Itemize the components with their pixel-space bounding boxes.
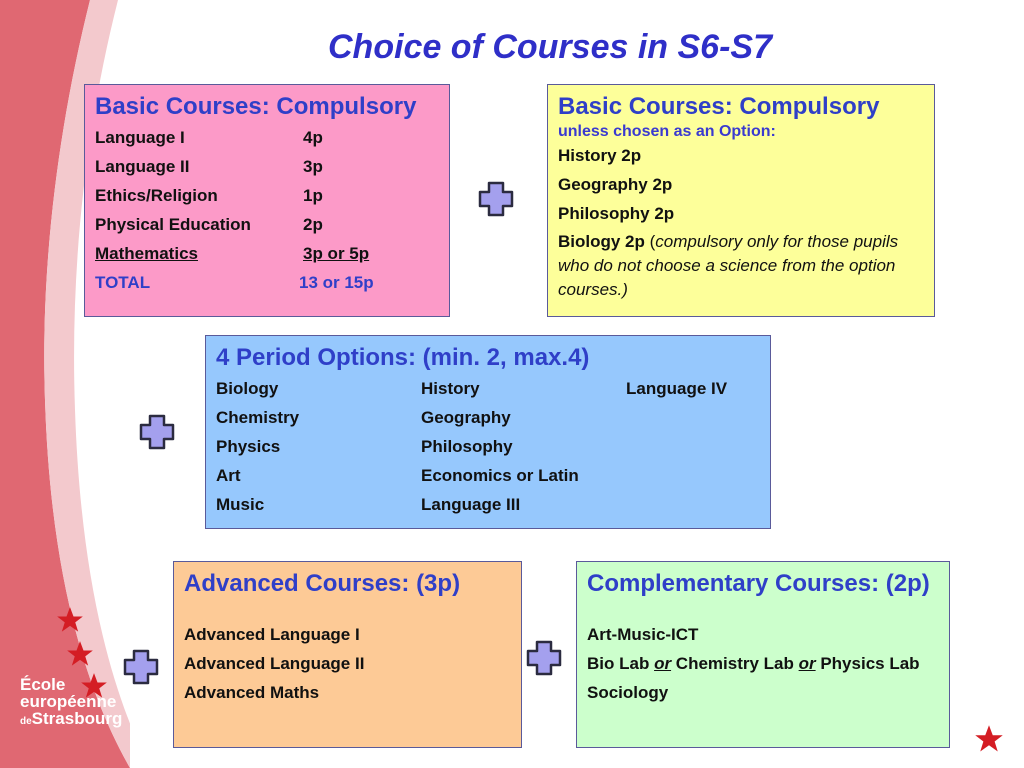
plus-icon bbox=[478, 181, 514, 217]
advanced-courses-box bbox=[173, 561, 522, 748]
option-item: Art bbox=[216, 466, 241, 485]
course-row bbox=[95, 181, 439, 210]
option-item: Music bbox=[216, 495, 265, 514]
course-item: History 2p bbox=[558, 146, 642, 165]
course-periods: 4p bbox=[303, 128, 323, 147]
star-icon bbox=[66, 640, 94, 668]
total-row bbox=[95, 268, 439, 297]
course-periods: 1p bbox=[303, 186, 323, 205]
period-options-box bbox=[205, 335, 771, 529]
total-label: TOTAL bbox=[95, 273, 151, 292]
options-row bbox=[216, 374, 760, 403]
course-item: Art-Music-ICT bbox=[587, 625, 699, 644]
basic-compulsory-box bbox=[84, 84, 450, 317]
course-periods: 2p bbox=[303, 215, 323, 234]
lab-b: Chemistry Lab bbox=[671, 654, 799, 673]
logo-line3: Strasbourg bbox=[31, 709, 123, 728]
total-value: 13 or 15p bbox=[299, 273, 374, 292]
box-heading: Basic Courses: Compulsory bbox=[95, 93, 417, 120]
option-item: Physics bbox=[216, 437, 281, 456]
plus-icon bbox=[526, 640, 562, 676]
biology-note-text: compulsory only for those pupils who do not choose a science from the option courses.) bbox=[558, 232, 899, 299]
course-item: Philosophy 2p bbox=[558, 204, 675, 223]
course-name: Mathematics bbox=[95, 244, 198, 263]
option-item: Chemistry bbox=[216, 408, 300, 427]
course-item: Advanced Language II bbox=[184, 654, 365, 673]
course-row bbox=[95, 123, 439, 152]
or-text: or bbox=[654, 654, 672, 673]
star-icon bbox=[56, 606, 84, 634]
plus-icon bbox=[139, 414, 175, 450]
course-item: Advanced Language I bbox=[184, 625, 360, 644]
school-logo bbox=[20, 676, 122, 730]
course-row bbox=[95, 210, 439, 239]
box-heading: 4 Period Options: (min. 2, max.4) bbox=[216, 344, 590, 371]
course-name: Language II bbox=[95, 157, 190, 176]
course-row bbox=[95, 152, 439, 181]
course-item: Advanced Maths bbox=[184, 683, 320, 702]
plus-icon bbox=[123, 649, 159, 685]
lab-a: Bio Lab bbox=[587, 654, 655, 673]
logo-line1: École bbox=[20, 675, 66, 694]
box-heading: Complementary Courses: (2p) bbox=[587, 570, 930, 597]
course-periods: 3p bbox=[303, 157, 323, 176]
logo-line3-small: de bbox=[20, 716, 32, 727]
box-heading: Basic Courses: Compulsory bbox=[558, 93, 880, 120]
option-item: History bbox=[421, 379, 480, 398]
page-title: Choice of Courses in S6-S7 bbox=[328, 28, 772, 66]
options-row bbox=[216, 432, 760, 461]
options-row bbox=[216, 461, 760, 490]
course-name: Ethics/Religion bbox=[95, 186, 218, 205]
option-item: Philosophy bbox=[421, 437, 513, 456]
option-item: Language III bbox=[421, 495, 521, 514]
or-text: or bbox=[798, 654, 816, 673]
lab-c: Physics Lab bbox=[815, 654, 920, 673]
lab-choice-row bbox=[587, 649, 939, 678]
biology-note-open: ( bbox=[644, 232, 656, 251]
options-row bbox=[216, 490, 760, 519]
box-subheading: unless chosen as an Option: bbox=[558, 123, 776, 140]
option-item: Economics or Latin bbox=[421, 466, 579, 485]
complementary-courses-box bbox=[576, 561, 950, 748]
basic-unless-option-box bbox=[547, 84, 935, 317]
option-item: Biology bbox=[216, 379, 279, 398]
star-icon bbox=[974, 724, 1004, 754]
options-row bbox=[216, 403, 760, 432]
course-name: Language I bbox=[95, 128, 185, 147]
box-heading: Advanced Courses: (3p) bbox=[184, 570, 461, 597]
course-item: Sociology bbox=[587, 683, 669, 702]
option-item: Language IV bbox=[626, 379, 728, 398]
course-item: Geography 2p bbox=[558, 175, 673, 194]
course-row bbox=[95, 239, 439, 268]
course-name: Physical Education bbox=[95, 215, 251, 234]
biology-note bbox=[558, 230, 924, 302]
course-periods: 3p or 5p bbox=[303, 244, 370, 263]
logo-line2: européenne bbox=[20, 692, 117, 711]
option-item: Geography bbox=[421, 408, 511, 427]
biology-label: Biology 2p bbox=[558, 232, 645, 251]
